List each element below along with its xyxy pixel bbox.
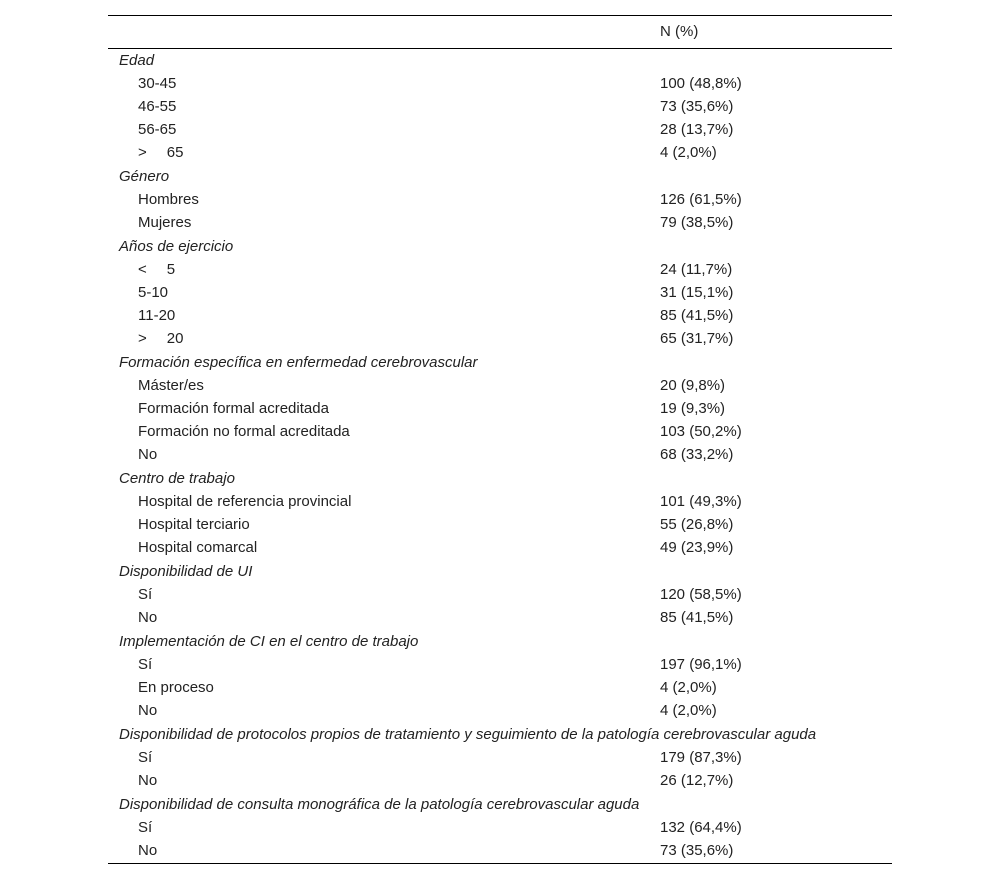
row-value: 49 (23,9%): [660, 539, 734, 556]
header-value-column: N (%): [660, 23, 699, 40]
category-row: [108, 165, 892, 189]
row-label: Sí: [138, 656, 153, 673]
table-row: [108, 654, 892, 677]
row-value: 179 (87,3%): [660, 749, 742, 766]
row-label: No: [138, 842, 158, 859]
table-row: [108, 584, 892, 607]
row-value: 100 (48,8%): [660, 75, 742, 92]
row-value: 132 (64,4%): [660, 819, 742, 836]
row-label: Hospital terciario: [138, 516, 250, 533]
table-row: [108, 537, 892, 560]
table-header: [108, 16, 892, 49]
category-label: Género: [119, 168, 170, 185]
table-row: [108, 73, 892, 96]
row-label: [138, 144, 183, 161]
row-label: No: [138, 702, 158, 719]
category-label: Disponibilidad de consulta monográfica de la patología cerebrovascular aguda: [119, 796, 640, 813]
table-row: [108, 514, 892, 537]
row-value: 4 (2,0%): [660, 679, 717, 696]
table-row: [108, 96, 892, 119]
table-row: [108, 305, 892, 328]
row-label: Sí: [138, 819, 153, 836]
category-row: [108, 467, 892, 491]
category-label: Implementación de CI en el centro de trabajo: [119, 633, 419, 650]
row-label: En proceso: [138, 679, 214, 696]
row-label: 46-55: [138, 98, 177, 115]
row-value: 101 (49,3%): [660, 493, 742, 510]
category-row: [108, 351, 892, 375]
category-label: Edad: [119, 52, 155, 69]
table-row: [108, 840, 892, 863]
row-label: Máster/es: [138, 377, 204, 394]
category-row: [108, 560, 892, 584]
comparison-operator: <: [138, 261, 147, 278]
table-row: [108, 142, 892, 165]
row-value: 4 (2,0%): [660, 702, 717, 719]
row-label: No: [138, 609, 158, 626]
row-label: Hospital de referencia provincial: [138, 493, 352, 510]
table-row: [108, 212, 892, 235]
table-row: [108, 677, 892, 700]
row-label: Sí: [138, 586, 153, 603]
category-label: Años de ejercicio: [119, 238, 234, 255]
row-label: 56-65: [138, 121, 177, 138]
table-body: [108, 49, 892, 863]
row-label: Hombres: [138, 191, 199, 208]
row-value: 68 (33,2%): [660, 446, 734, 463]
row-label: No: [138, 446, 158, 463]
row-value: 85 (41,5%): [660, 609, 734, 626]
table-row: [108, 444, 892, 467]
table-row: [108, 375, 892, 398]
data-table: [108, 15, 892, 864]
category-label: Formación específica en enfermedad cerebrovascular: [119, 354, 478, 371]
row-label: Sí: [138, 749, 153, 766]
table-row: [108, 119, 892, 142]
row-value: 4 (2,0%): [660, 144, 717, 161]
category-label: Disponibilidad de protocolos propios de tratamiento y seguimiento de la patología cerebrovascular aguda: [119, 726, 817, 743]
table-row: [108, 259, 892, 282]
row-value: 85 (41,5%): [660, 307, 734, 324]
row-label-text: 20: [166, 330, 184, 347]
row-value: 103 (50,2%): [660, 423, 742, 440]
table-row: [108, 398, 892, 421]
table-row: [108, 700, 892, 723]
table-row: [108, 189, 892, 212]
row-value: 79 (38,5%): [660, 214, 734, 231]
category-row: [108, 630, 892, 654]
table-row: [108, 328, 892, 351]
row-value: 65 (31,7%): [660, 330, 734, 347]
row-value: 31 (15,1%): [660, 284, 734, 301]
category-row: [108, 793, 892, 817]
row-label: Hospital comarcal: [138, 539, 258, 556]
table-row: [108, 491, 892, 514]
category-label: Centro de trabajo: [119, 470, 235, 487]
row-value: 126 (61,5%): [660, 191, 742, 208]
row-label: No: [138, 772, 158, 789]
row-value: 197 (96,1%): [660, 656, 742, 673]
category-row: [108, 235, 892, 259]
row-label: Formación no formal acreditada: [138, 423, 350, 440]
row-label-text: 5: [166, 261, 176, 278]
table-row: [108, 282, 892, 305]
table-row: [108, 421, 892, 444]
row-value: 26 (12,7%): [660, 772, 734, 789]
table-row: [108, 770, 892, 793]
comparison-operator: >: [138, 144, 147, 161]
row-label: 11-20: [138, 307, 176, 324]
row-value: 20 (9,8%): [660, 377, 726, 394]
table-row: [108, 817, 892, 840]
row-value: 24 (11,7%): [660, 261, 733, 278]
category-label: Disponibilidad de UI: [119, 563, 253, 580]
row-label: Mujeres: [138, 214, 192, 231]
table-row: [108, 747, 892, 770]
row-value: 73 (35,6%): [660, 98, 734, 115]
table-row: [108, 607, 892, 630]
row-label: Formación formal acreditada: [138, 400, 329, 417]
row-label: [138, 261, 175, 278]
category-row: [108, 49, 892, 73]
row-label: 30-45: [138, 75, 177, 92]
row-label-text: 65: [166, 144, 184, 161]
row-value: 73 (35,6%): [660, 842, 734, 859]
row-value: 28 (13,7%): [660, 121, 734, 138]
row-label: 5-10: [138, 284, 169, 301]
comparison-operator: >: [138, 330, 147, 347]
category-row: [108, 723, 892, 747]
row-label: [138, 330, 183, 347]
row-value: 55 (26,8%): [660, 516, 734, 533]
row-value: 120 (58,5%): [660, 586, 742, 603]
row-value: 19 (9,3%): [660, 400, 726, 417]
